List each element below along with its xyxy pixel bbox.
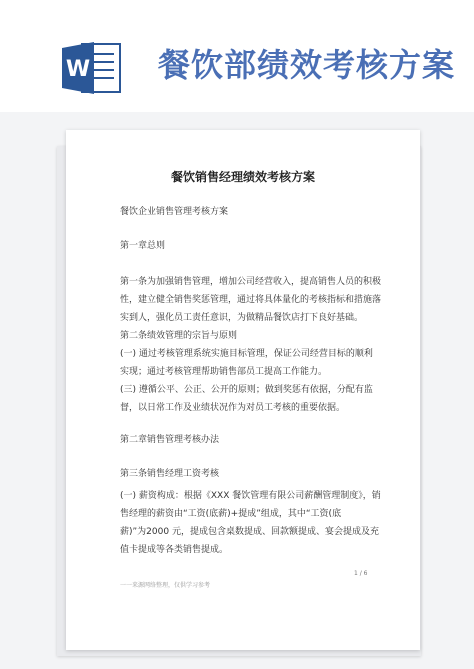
document-line: 第一条为加强销售管理，增加公司经营收入，提高销售人员的积极 bbox=[120, 277, 382, 287]
document-line: 第三条销售经理工资考核 bbox=[120, 469, 220, 479]
document-line: (一) 薪资构成：根据《XXX 餐饮管理有限公司薪酬管理制度》，销 bbox=[120, 491, 381, 501]
document-line: (一) 通过考核管理系统实施目标管理，保证公司经营目标的顺利 bbox=[120, 349, 373, 359]
document-line: 第二章销售管理考核办法 bbox=[120, 435, 220, 445]
document-line: 值卡提成等各类销售提成。 bbox=[120, 545, 229, 555]
document-line: 实到人，强化员工责任意识，为做精品餐饮店打下良好基础。 bbox=[120, 313, 364, 323]
document-line: 餐饮企业销售管理考核方案 bbox=[120, 207, 229, 217]
word-document-icon bbox=[60, 40, 124, 96]
source-note: 一一来源网络整理，仅供学习参考 bbox=[120, 582, 211, 589]
document-line: 薪)”为2000 元，提成包含桌数提成、回款额提成、宴会提成及充 bbox=[120, 527, 379, 537]
document-line: 督，以日常工作及业绩状况作为对员工考核的重要依据。 bbox=[120, 403, 346, 413]
document-title: 餐饮销售经理绩效考核方案 bbox=[170, 170, 315, 184]
document-line: 第二条绩效管理的宗旨与原则 bbox=[120, 331, 238, 341]
document-line: 第一章总则 bbox=[120, 241, 166, 251]
page-title: 餐饮部绩效考核方案 bbox=[158, 46, 456, 84]
page-number: 1 / 6 bbox=[354, 570, 368, 577]
document-page bbox=[66, 130, 420, 650]
word-icon-letter: W bbox=[65, 57, 91, 82]
document-line: 实现；通过考核管理帮助销售部员工提高工作能力。 bbox=[120, 367, 328, 377]
document-line: (三) 遵循公平、公正、公开的原则；做到奖惩有依据，分配有监 bbox=[120, 385, 373, 395]
document-line: 性，建立健全销售奖惩管理，通过将具体量化的考核指标和措施落 bbox=[120, 295, 382, 305]
header-banner bbox=[0, 0, 474, 112]
document-line: 售经理的薪资由“工资(底薪)+提成”组成，其中“工资(底 bbox=[120, 509, 342, 519]
